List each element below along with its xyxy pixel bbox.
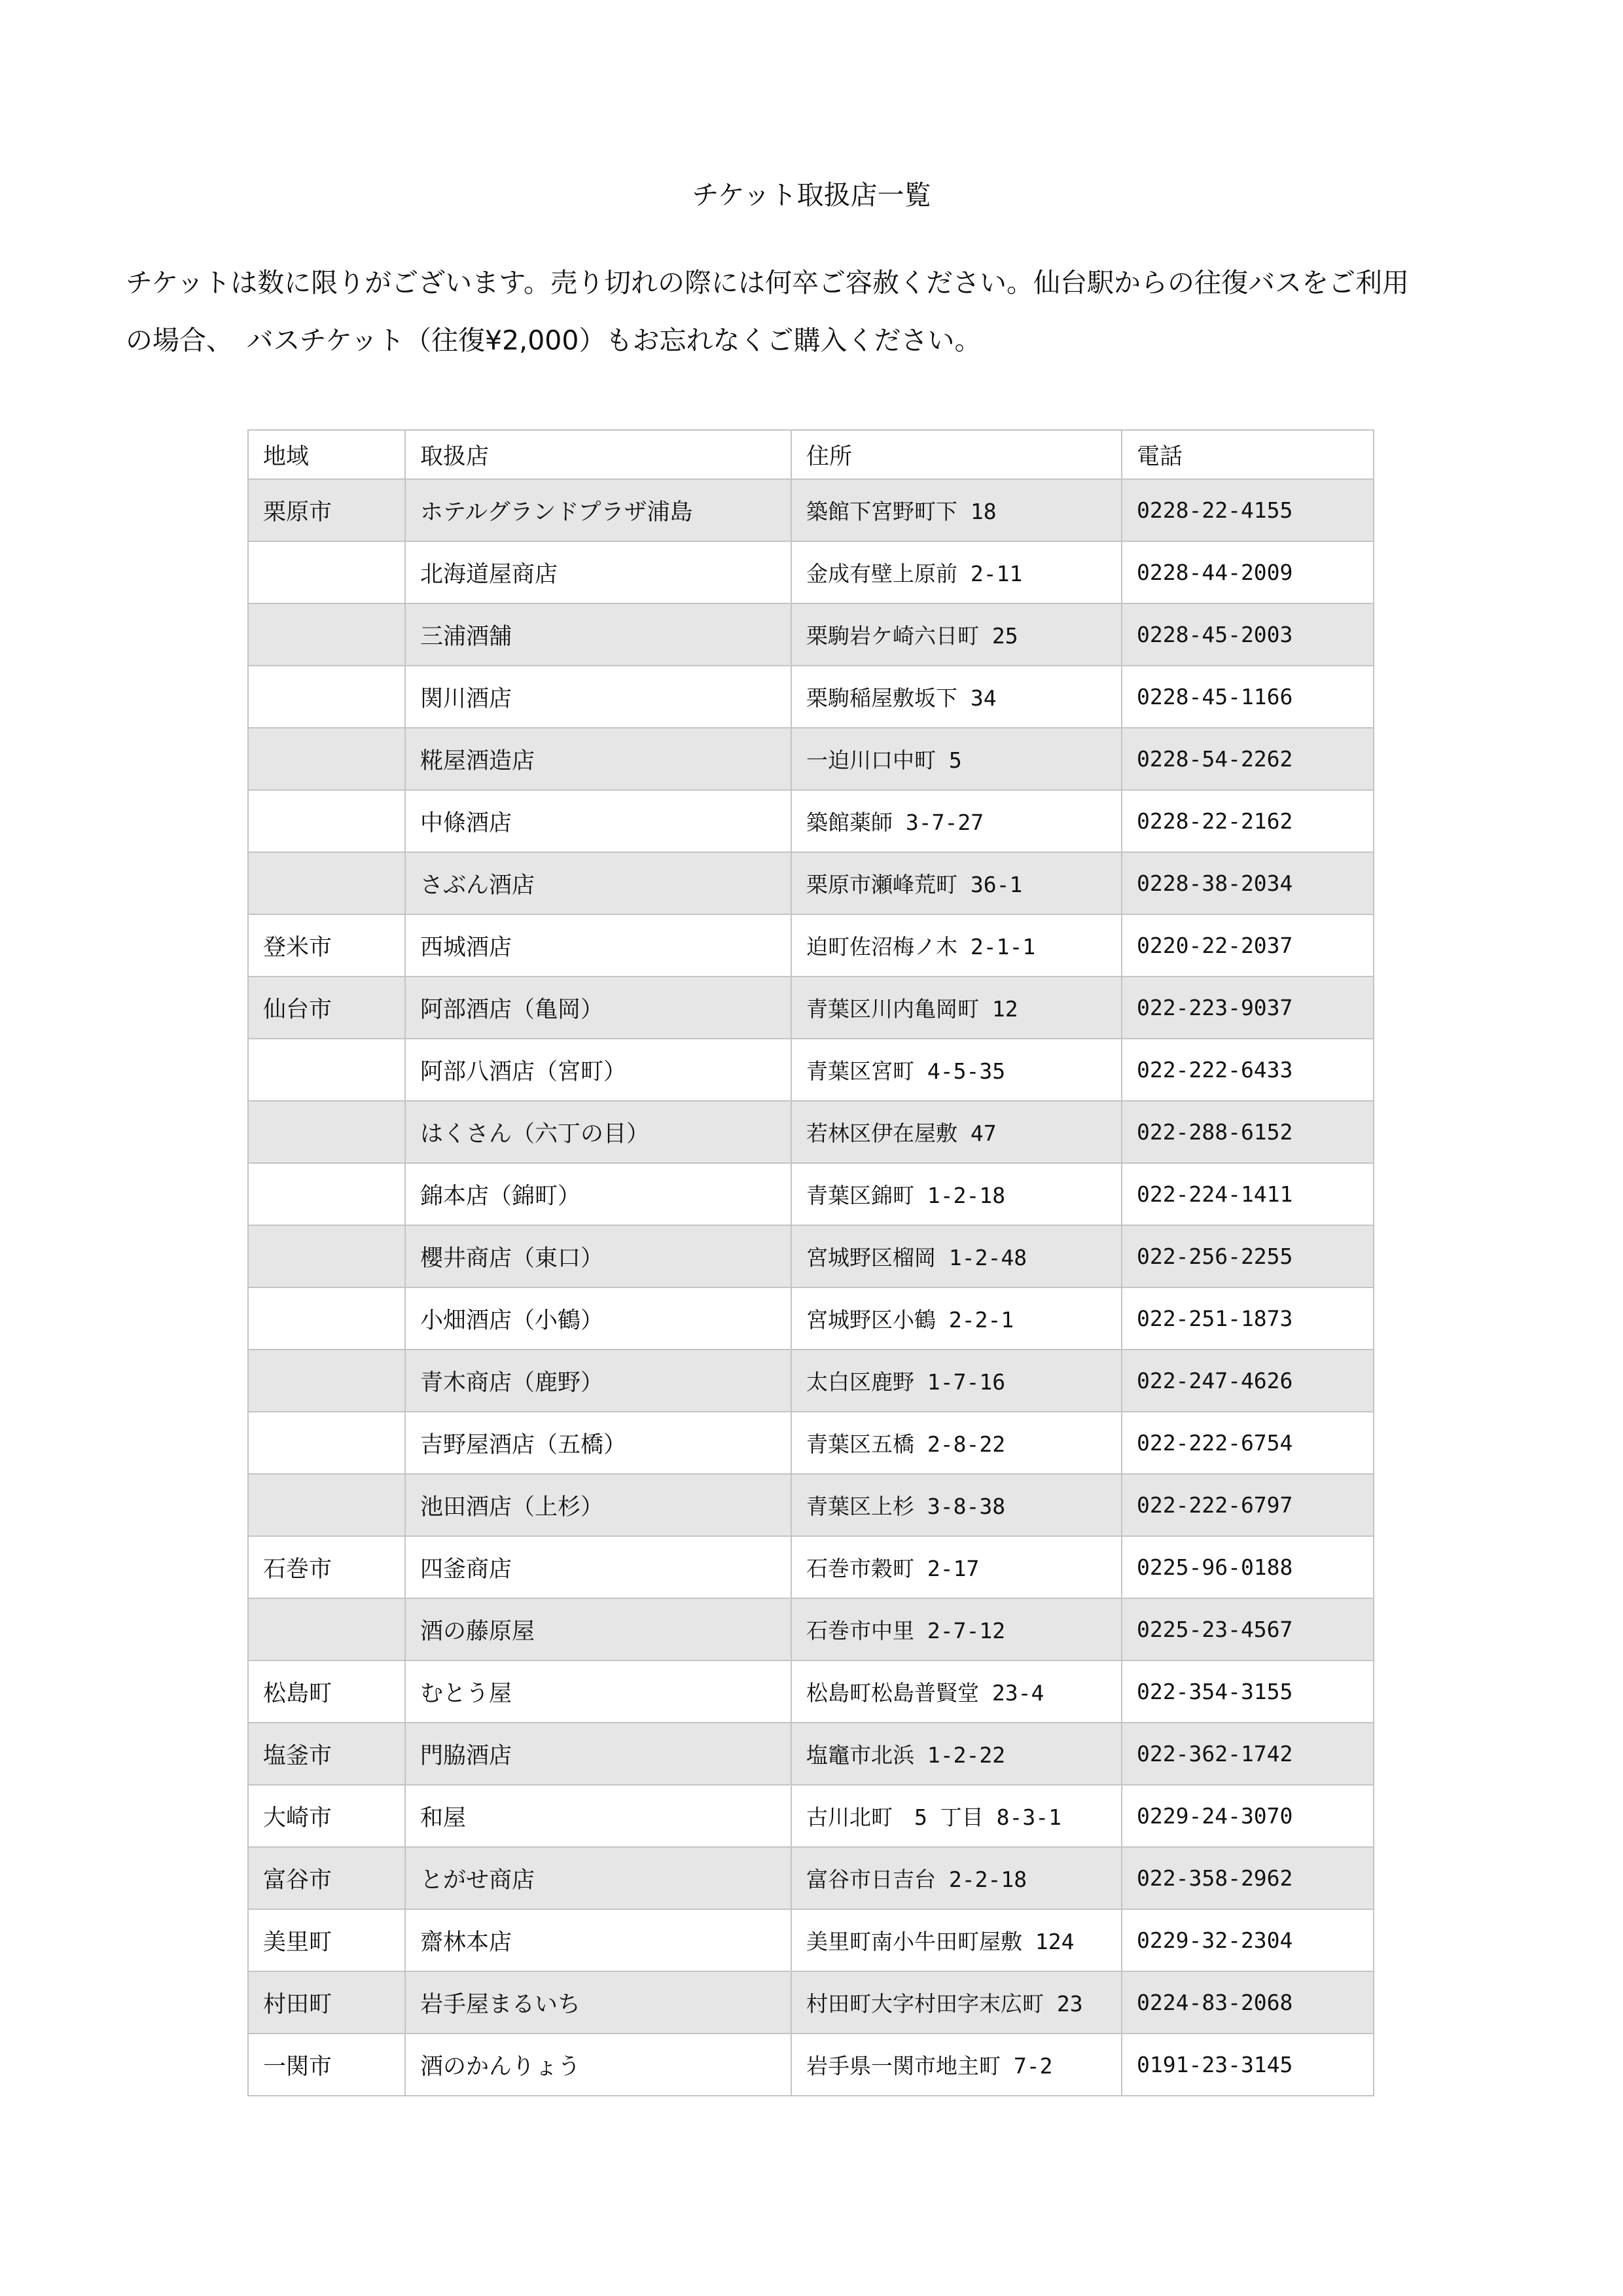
cell-address: 栗駒岩ケ崎六日町 25 [791,603,1122,666]
table-row [248,1785,1374,1847]
cell-address: 金成有壁上原前 2-11 [791,541,1122,603]
cell-address: 岩手県一関市地主町 7-2 [791,2034,1122,2096]
cell-phone: 0228-45-1166 [1122,666,1374,728]
table-row [248,541,1374,603]
cell-address: 築館薬師 3-7-27 [791,790,1122,852]
cell-area: 富谷市 [248,1847,405,1909]
cell-shop: 関川酒店 [405,666,791,728]
table-row [248,1163,1374,1225]
cell-shop: 酒の藤原屋 [405,1598,791,1660]
header-address: 住所 [791,430,1122,479]
ticket-shops-table [247,429,1374,2096]
cell-shop: ホテルグランドプラザ浦島 [405,479,791,541]
cell-shop: 和屋 [405,1785,791,1847]
cell-shop: 吉野屋酒店（五橋） [405,1412,791,1474]
cell-shop: 四釜商店 [405,1536,791,1598]
cell-area [248,541,405,603]
table-row [248,790,1374,852]
cell-address: 富谷市日吉台 2-2-18 [791,1847,1122,1909]
cell-phone: 022-222-6433 [1122,1039,1374,1101]
cell-area [248,1039,405,1101]
cell-area [248,1350,405,1412]
cell-shop: 齋林本店 [405,1909,791,1971]
cell-phone: 0228-54-2262 [1122,728,1374,790]
cell-address: 築館下宮野町下 18 [791,479,1122,541]
cell-shop: 酒のかんりょう [405,2034,791,2096]
cell-address: 松島町松島普賢堂 23-4 [791,1660,1122,1723]
cell-area: 栗原市 [248,479,405,541]
cell-address: 村田町大字村田字末広町 23 [791,1971,1122,2034]
cell-address: 若林区伊在屋敷 47 [791,1101,1122,1163]
cell-shop: 岩手屋まるいち [405,1971,791,2034]
table-row [248,1474,1374,1536]
cell-area [248,1598,405,1660]
cell-area: 松島町 [248,1660,405,1723]
table-row [248,1847,1374,1909]
cell-phone: 0229-24-3070 [1122,1785,1374,1847]
cell-address: 栗駒稲屋敷坂下 34 [791,666,1122,728]
cell-shop: むとう屋 [405,1660,791,1723]
table-row [248,1598,1374,1660]
cell-area: 大崎市 [248,1785,405,1847]
cell-area [248,666,405,728]
table-row [248,1101,1374,1163]
cell-shop: さぶん酒店 [405,852,791,914]
table-row [248,1909,1374,1971]
cell-shop: 糀屋酒造店 [405,728,791,790]
cell-area: 仙台市 [248,977,405,1039]
cell-shop: 錦本店（錦町） [405,1163,791,1225]
intro-paragraph [126,254,1507,369]
cell-shop: 櫻井商店（東口） [405,1225,791,1287]
cell-phone: 0228-45-2003 [1122,603,1374,666]
cell-phone: 022-223-9037 [1122,977,1374,1039]
cell-area [248,852,405,914]
cell-phone: 022-256-2255 [1122,1225,1374,1287]
cell-phone: 0220-22-2037 [1122,914,1374,977]
table-row [248,1971,1374,2034]
cell-address: 青葉区五橋 2-8-22 [791,1412,1122,1474]
cell-shop: 中條酒店 [405,790,791,852]
cell-address: 迫町佐沼梅ノ木 2-1-1 [791,914,1122,977]
table-row [248,1350,1374,1412]
table-header-row [248,430,1374,479]
table-row [248,2034,1374,2096]
cell-area [248,1163,405,1225]
cell-address: 青葉区川内亀岡町 12 [791,977,1122,1039]
table-row [248,1039,1374,1101]
cell-shop: はくさん（六丁の目） [405,1101,791,1163]
cell-address: 宮城野区榴岡 1-2-48 [791,1225,1122,1287]
header-area: 地域 [248,430,405,479]
cell-phone: 0228-22-4155 [1122,479,1374,541]
cell-shop: 阿部八酒店（宮町） [405,1039,791,1101]
cell-phone: 0228-22-2162 [1122,790,1374,852]
cell-address: 栗原市瀬峰荒町 36-1 [791,852,1122,914]
cell-area [248,1474,405,1536]
cell-phone: 0229-32-2304 [1122,1909,1374,1971]
cell-address: 塩竈市北浜 1-2-22 [791,1723,1122,1785]
cell-shop: 小畑酒店（小鶴） [405,1287,791,1350]
header-phone: 電話 [1122,430,1374,479]
intro-line-2: の場合、 バスチケット（往復¥2,000）もお忘れなくご購入ください。 [126,325,982,356]
table-row [248,914,1374,977]
table-row [248,977,1374,1039]
cell-area [248,1101,405,1163]
cell-address: 石巻市穀町 2-17 [791,1536,1122,1598]
table-body [248,479,1374,2096]
table-row [248,1660,1374,1723]
cell-area: 塩釜市 [248,1723,405,1785]
cell-address: 古川北町 5 丁目 8-3-1 [791,1785,1122,1847]
cell-shop: 阿部酒店（亀岡） [405,977,791,1039]
cell-shop: 西城酒店 [405,914,791,977]
cell-area [248,1412,405,1474]
cell-phone: 022-251-1873 [1122,1287,1374,1350]
cell-area [248,790,405,852]
table-row [248,1723,1374,1785]
cell-shop: 北海道屋商店 [405,541,791,603]
cell-phone: 022-354-3155 [1122,1660,1374,1723]
cell-phone: 0225-96-0188 [1122,1536,1374,1598]
cell-area [248,728,405,790]
cell-shop: 門脇酒店 [405,1723,791,1785]
cell-area: 石巻市 [248,1536,405,1598]
header-shop: 取扱店 [405,430,791,479]
cell-phone: 022-362-1742 [1122,1723,1374,1785]
cell-area [248,603,405,666]
cell-area [248,1225,405,1287]
cell-area: 美里町 [248,1909,405,1971]
cell-shop: とがせ商店 [405,1847,791,1909]
cell-shop: 池田酒店（上杉） [405,1474,791,1536]
cell-area: 村田町 [248,1971,405,2034]
cell-address: 一迫川口中町 5 [791,728,1122,790]
cell-shop: 三浦酒舗 [405,603,791,666]
table-row [248,728,1374,790]
table-row [248,603,1374,666]
cell-phone: 022-224-1411 [1122,1163,1374,1225]
cell-phone: 0228-38-2034 [1122,852,1374,914]
cell-phone: 0225-23-4567 [1122,1598,1374,1660]
cell-phone: 022-288-6152 [1122,1101,1374,1163]
cell-address: 太白区鹿野 1-7-16 [791,1350,1122,1412]
page-title: チケット取扱店一覧 [692,179,931,211]
cell-shop: 青木商店（鹿野） [405,1350,791,1412]
table-row [248,1536,1374,1598]
cell-address: 美里町南小牛田町屋敷 124 [791,1909,1122,1971]
cell-phone: 022-222-6797 [1122,1474,1374,1536]
cell-phone: 022-247-4626 [1122,1350,1374,1412]
cell-area: 登米市 [248,914,405,977]
cell-phone: 0224-83-2068 [1122,1971,1374,2034]
cell-phone: 0191-23-3145 [1122,2034,1374,2096]
cell-address: 青葉区上杉 3-8-38 [791,1474,1122,1536]
cell-phone: 022-358-2962 [1122,1847,1374,1909]
table-row [248,479,1374,541]
table-row [248,1412,1374,1474]
cell-address: 石巻市中里 2-7-12 [791,1598,1122,1660]
table-row [248,1287,1374,1350]
cell-phone: 0228-44-2009 [1122,541,1374,603]
cell-address: 青葉区宮町 4-5-35 [791,1039,1122,1101]
table-row [248,852,1374,914]
cell-area: 一関市 [248,2034,405,2096]
cell-address: 青葉区錦町 1-2-18 [791,1163,1122,1225]
cell-area [248,1287,405,1350]
intro-line-1: チケットは数に限りがございます。売り切れの際には何卒ご容赦ください。仙台駅からの往復バスをご利用 [126,267,1410,298]
cell-phone: 022-222-6754 [1122,1412,1374,1474]
table-row [248,1225,1374,1287]
cell-address: 宮城野区小鶴 2-2-1 [791,1287,1122,1350]
table-row [248,666,1374,728]
